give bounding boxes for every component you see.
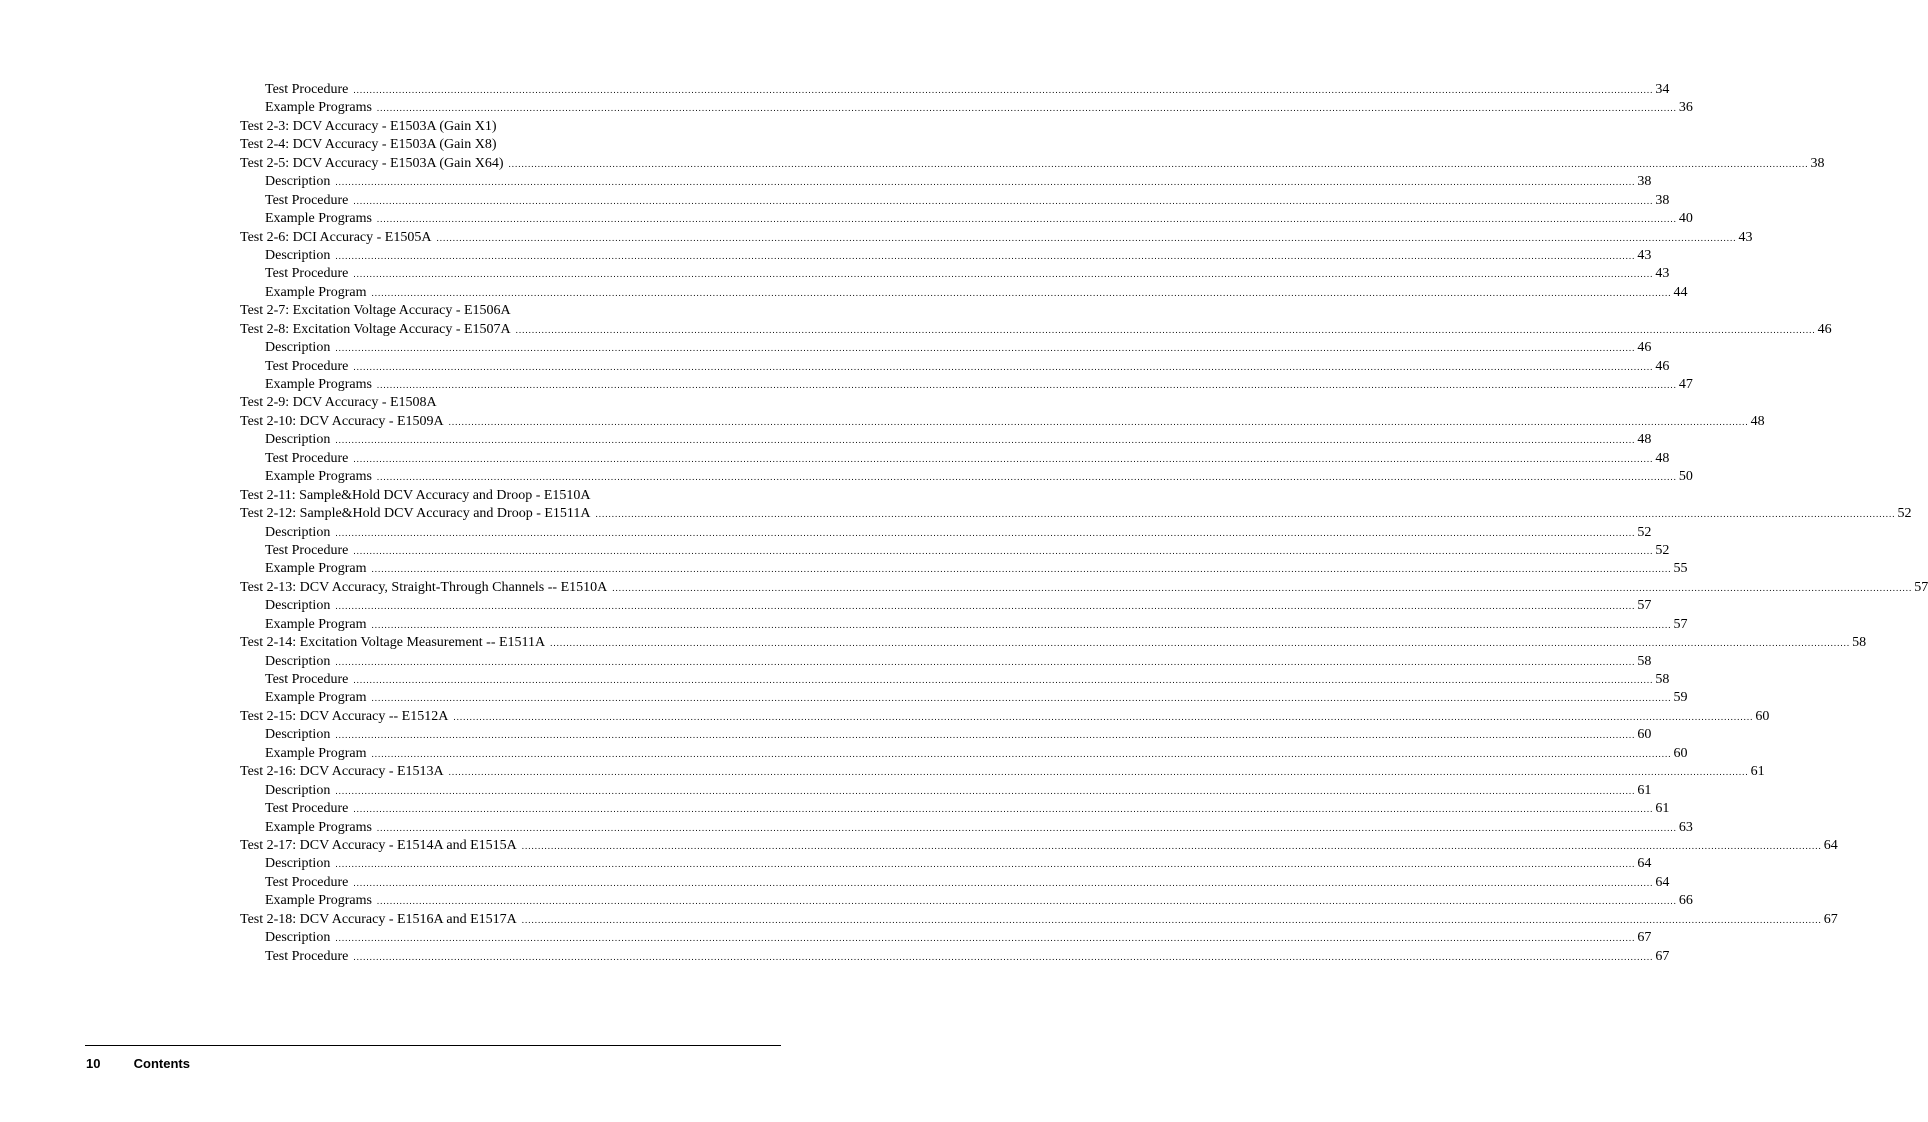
toc-entry-title: Test Procedure — [265, 948, 349, 964]
toc-entry-title: Description — [265, 856, 331, 872]
toc-dot-leader: ................................................................................................................................................................................................................................................................................................................................................................................................................ — [376, 472, 1677, 483]
table-of-contents — [240, 81, 1928, 966]
footer-section-title: Contents — [133, 1056, 190, 1071]
toc-page-number: 50 — [1678, 469, 1693, 485]
toc-entry-title: Description — [265, 340, 331, 356]
toc-page-number: 60 — [1755, 708, 1770, 724]
toc-page-number: 58 — [1655, 672, 1670, 687]
toc-entry[interactable] — [240, 708, 1770, 726]
toc-dot-leader: ................................................................................................................................................................................................................................................................................................................................................................................................................ — [371, 619, 1672, 630]
toc-dot-leader: ................................................................................................................................................................................................................................................................................................................................................................................................................ — [353, 877, 1654, 888]
toc-entry-title: Example Programs — [265, 211, 372, 227]
toc-dot-leader: ................................................................................................................................................................................................................................................................................................................................................................................................................ — [353, 361, 1654, 372]
toc-entry-title: Test 2-5: DCV Accuracy - E1503A (Gain X64) — [240, 155, 504, 171]
toc-subentry[interactable] — [240, 819, 1693, 837]
toc-page-number: 64 — [1637, 856, 1652, 872]
toc-subentry[interactable] — [240, 671, 1670, 689]
toc-entry-title: Description — [265, 174, 331, 190]
toc-subentry[interactable] — [240, 874, 1670, 892]
toc-dot-leader: ................................................................................................................................................................................................................................................................................................................................................................................................................ — [376, 896, 1677, 907]
toc-entry-title: Example Programs — [265, 469, 372, 485]
toc-entry-title: Example Programs — [265, 100, 372, 116]
toc-subentry[interactable] — [240, 339, 1652, 357]
toc-entry[interactable] — [240, 837, 1838, 855]
toc-dot-leader: ................................................................................................................................................................................................................................................................................................................................................................................................................ — [353, 269, 1654, 280]
toc-entry-title: Test 2-12: Sample&Hold DCV Accuracy and Droop - E1511A — [240, 506, 591, 522]
toc-dot-leader: ................................................................................................................................................................................................................................................................................................................................................................................................................ — [612, 582, 1913, 593]
toc-page-number: 52 — [1637, 524, 1652, 540]
toc-dot-leader: ................................................................................................................................................................................................................................................................................................................................................................................................................ — [436, 232, 1737, 243]
footer-divider — [85, 1045, 781, 1046]
toc-entry[interactable] — [240, 911, 1838, 929]
toc-page-number: 57 — [1914, 579, 1928, 595]
toc-subentry[interactable] — [240, 726, 1652, 744]
toc-dot-leader: ................................................................................................................................................................................................................................................................................................................................................................................................................ — [353, 85, 1654, 95]
toc-entry[interactable] — [240, 487, 750, 505]
toc-entry-title: Example Programs — [265, 819, 372, 835]
toc-subentry[interactable] — [240, 597, 1652, 615]
toc-entry-title: Test 2-15: DCV Accuracy -- E1512A — [240, 708, 449, 724]
toc-entry-title: Test 2-17: DCV Accuracy - E1514A and E1515A — [240, 837, 517, 853]
toc-subentry[interactable] — [240, 265, 1670, 283]
toc-dot-leader: ................................................................................................................................................................................................................................................................................................................................................................................................................ — [448, 767, 1749, 778]
toc-page-number: 63 — [1678, 819, 1693, 835]
toc-page-number: 48 — [1655, 450, 1670, 466]
toc-subentry[interactable] — [240, 653, 1652, 671]
toc-page-number: 61 — [1655, 801, 1670, 817]
toc-dot-leader: ................................................................................................................................................................................................................................................................................................................................................................................................................ — [335, 785, 1636, 796]
toc-subentry[interactable] — [240, 210, 1693, 228]
toc-entry-title: Example Program — [265, 561, 367, 577]
toc-subentry[interactable] — [240, 892, 1693, 910]
toc-entry-title: Description — [265, 247, 331, 263]
toc-entry[interactable] — [240, 505, 1912, 523]
toc-subentry[interactable] — [240, 450, 1670, 468]
toc-page-number: 52 — [1897, 506, 1912, 522]
toc-entry-title: Test 2-11: Sample&Hold DCV Accuracy and Droop - E1510A — [240, 487, 591, 503]
toc-page-number: 46 — [1817, 321, 1832, 337]
page-footer — [86, 1055, 190, 1073]
toc-subentry[interactable] — [240, 99, 1693, 117]
toc-entry-title: Test 2-18: DCV Accuracy - E1516A and E1517A — [240, 911, 517, 927]
toc-page-number: 60 — [1673, 745, 1688, 761]
toc-page-number: 48 — [1750, 413, 1765, 429]
toc-subentry[interactable] — [240, 948, 1670, 966]
toc-entry-title: Test Procedure — [265, 874, 349, 890]
toc-subentry[interactable] — [240, 689, 1688, 707]
toc-entry-title: Example Program — [265, 690, 367, 706]
toc-entry-title: Test Procedure — [265, 266, 349, 282]
toc-dot-leader: ................................................................................................................................................................................................................................................................................................................................................................................................................ — [353, 545, 1654, 556]
toc-entry-title: Description — [265, 930, 331, 946]
toc-page-number: 34 — [1655, 82, 1670, 97]
toc-page-number: 58 — [1852, 635, 1867, 651]
toc-dot-leader: ................................................................................................................................................................................................................................................................................................................................................................................................................ — [508, 158, 1809, 169]
toc-dot-leader: ................................................................................................................................................................................................................................................................................................................................................................................................................ — [353, 675, 1654, 685]
toc-entry-title: Description — [265, 432, 331, 448]
toc-entry[interactable] — [240, 302, 750, 320]
toc-entry-title: Test 2-16: DCV Accuracy - E1513A — [240, 764, 444, 780]
toc-dot-leader: ................................................................................................................................................................................................................................................................................................................................................................................................................ — [353, 195, 1654, 206]
toc-dot-leader: ................................................................................................................................................................................................................................................................................................................................................................................................................ — [335, 177, 1636, 188]
toc-subentry[interactable] — [240, 247, 1652, 265]
toc-entry-title: Example Program — [265, 616, 367, 632]
toc-entry-title: Example Program — [265, 284, 367, 300]
toc-dot-leader: ................................................................................................................................................................................................................................................................................................................................................................................................................ — [353, 804, 1654, 815]
toc-page-number: 64 — [1823, 837, 1838, 853]
toc-dot-leader: ................................................................................................................................................................................................................................................................................................................................................................................................................ — [371, 693, 1672, 704]
toc-dot-leader: ................................................................................................................................................................................................................................................................................................................................................................................................................ — [335, 730, 1636, 741]
toc-entry-title: Test 2-8: Excitation Voltage Accuracy - E1507A — [240, 321, 511, 337]
toc-page-number: 40 — [1678, 211, 1693, 227]
toc-dot-leader: ................................................................................................................................................................................................................................................................................................................................................................................................................ — [335, 250, 1636, 261]
toc-entry-title: Test 2-13: DCV Accuracy, Straight-Through Channels -- E1510A — [240, 579, 608, 595]
toc-dot-leader: ................................................................................................................................................................................................................................................................................................................................................................................................................ — [335, 601, 1636, 612]
toc-dot-leader: ................................................................................................................................................................................................................................................................................................................................................................................................................ — [335, 527, 1636, 538]
toc-entry-title: Test Procedure — [265, 542, 349, 558]
toc-subentry[interactable] — [240, 81, 1670, 99]
toc-page-number: 67 — [1655, 948, 1670, 964]
toc-page-number: 43 — [1655, 266, 1670, 282]
toc-entry-title: Test 2-3: DCV Accuracy - E1503A (Gain X1) — [240, 118, 497, 134]
toc-page-number: 57 — [1637, 598, 1652, 614]
toc-entry[interactable] — [240, 579, 1928, 597]
toc-subentry[interactable] — [240, 782, 1652, 800]
toc-entry-title: Description — [265, 782, 331, 798]
toc-subentry[interactable] — [240, 192, 1670, 210]
toc-entry-title: Example Programs — [265, 893, 372, 909]
toc-page-number: 59 — [1673, 690, 1688, 706]
toc-page-number: 52 — [1655, 542, 1670, 558]
toc-page-number: 57 — [1673, 616, 1688, 632]
toc-subentry[interactable] — [240, 560, 1688, 578]
toc-page-number: 60 — [1637, 727, 1652, 743]
toc-dot-leader: ................................................................................................................................................................................................................................................................................................................................................................................................................ — [335, 435, 1636, 446]
toc-entry-title: Description — [265, 727, 331, 743]
toc-subentry[interactable] — [240, 745, 1688, 763]
toc-dot-leader: ................................................................................................................................................................................................................................................................................................................................................................................................................ — [521, 914, 1822, 925]
toc-dot-leader: ................................................................................................................................................................................................................................................................................................................................................................................................................ — [371, 748, 1672, 759]
toc-dot-leader: ................................................................................................................................................................................................................................................................................................................................................................................................................ — [371, 564, 1672, 575]
toc-dot-leader: ................................................................................................................................................................................................................................................................................................................................................................................................................ — [376, 822, 1677, 833]
toc-dot-leader: ................................................................................................................................................................................................................................................................................................................................................................................................................ — [515, 324, 1816, 335]
toc-page-number: 43 — [1738, 229, 1753, 245]
toc-entry-title: Test 2-9: DCV Accuracy - E1508A — [240, 395, 437, 411]
toc-page-number: 44 — [1673, 284, 1688, 300]
toc-dot-leader: ................................................................................................................................................................................................................................................................................................................................................................................................................ — [595, 509, 1896, 520]
toc-page-number: 47 — [1678, 377, 1693, 392]
toc-dot-leader: ................................................................................................................................................................................................................................................................................................................................................................................................................ — [371, 287, 1672, 298]
toc-page-number: 43 — [1637, 247, 1652, 263]
toc-page-number: 36 — [1678, 100, 1693, 116]
toc-entry-title: Example Program — [265, 745, 367, 761]
toc-entry-title: Example Programs — [265, 377, 372, 392]
toc-entry-title: Test 2-4: DCV Accuracy - E1503A (Gain X8) — [240, 137, 497, 153]
toc-dot-leader: ................................................................................................................................................................................................................................................................................................................................................................................................................ — [376, 103, 1677, 114]
toc-entry-title: Description — [265, 524, 331, 540]
toc-entry[interactable] — [240, 763, 1765, 781]
toc-entry-title: Test 2-7: Excitation Voltage Accuracy - E1506A — [240, 303, 511, 319]
toc-page-number: 38 — [1810, 155, 1825, 171]
toc-subentry[interactable] — [240, 358, 1670, 376]
toc-dot-leader: ................................................................................................................................................................................................................................................................................................................................................................................................................ — [353, 951, 1654, 962]
toc-dot-leader: ................................................................................................................................................................................................................................................................................................................................................................................................................ — [353, 453, 1654, 464]
toc-entry-title: Test Procedure — [265, 358, 349, 374]
toc-page-number: 67 — [1637, 930, 1652, 946]
toc-entry[interactable] — [240, 155, 1825, 173]
toc-subentry[interactable] — [240, 929, 1652, 947]
toc-page-number: 38 — [1637, 174, 1652, 190]
toc-dot-leader: ................................................................................................................................................................................................................................................................................................................................................................................................................ — [335, 933, 1636, 944]
toc-entry-title: Test 2-14: Excitation Voltage Measurement -- E1511A — [240, 635, 546, 651]
toc-entry-title: Test Procedure — [265, 450, 349, 466]
toc-page-number: 58 — [1637, 653, 1652, 669]
toc-subentry[interactable] — [240, 616, 1688, 634]
toc-page-number: 67 — [1823, 911, 1838, 927]
toc-entry[interactable] — [240, 118, 750, 136]
toc-dot-leader: ................................................................................................................................................................................................................................................................................................................................................................................................................ — [335, 656, 1636, 667]
toc-page-number: 64 — [1655, 874, 1670, 890]
toc-dot-leader: ................................................................................................................................................................................................................................................................................................................................................................................................................ — [376, 380, 1677, 390]
toc-entry-title: Test Procedure — [265, 192, 349, 208]
toc-subentry[interactable] — [240, 173, 1652, 191]
footer-page-number: 10 — [86, 1056, 101, 1071]
toc-entry[interactable] — [240, 634, 1867, 652]
toc-subentry[interactable] — [240, 542, 1670, 560]
toc-dot-leader: ................................................................................................................................................................................................................................................................................................................................................................................................................ — [448, 416, 1749, 427]
toc-subentry[interactable] — [240, 431, 1652, 449]
toc-subentry[interactable] — [240, 524, 1652, 542]
toc-entry-title: Test Procedure — [265, 82, 349, 97]
toc-page-number: 61 — [1637, 782, 1652, 798]
toc-entry-title: Description — [265, 598, 331, 614]
toc-dot-leader: ................................................................................................................................................................................................................................................................................................................................................................................................................ — [335, 859, 1636, 870]
toc-subentry[interactable] — [240, 855, 1652, 873]
toc-dot-leader: ................................................................................................................................................................................................................................................................................................................................................................................................................ — [550, 638, 1851, 649]
toc-subentry[interactable] — [240, 800, 1670, 818]
toc-entry[interactable] — [240, 413, 1765, 431]
toc-subentry[interactable] — [240, 376, 1693, 394]
toc-entry-title: Test Procedure — [265, 801, 349, 817]
toc-subentry[interactable] — [240, 284, 1688, 302]
toc-dot-leader: ................................................................................................................................................................................................................................................................................................................................................................................................................ — [453, 711, 1754, 722]
toc-entry[interactable] — [240, 394, 750, 412]
toc-entry-title: Test Procedure — [265, 672, 349, 687]
toc-entry-title: Description — [265, 653, 331, 669]
toc-entry[interactable] — [240, 136, 750, 154]
toc-dot-leader: ................................................................................................................................................................................................................................................................................................................................................................................................................ — [376, 214, 1677, 225]
toc-page-number: 38 — [1655, 192, 1670, 208]
toc-entry[interactable] — [240, 321, 1832, 339]
toc-page-number: 55 — [1673, 561, 1688, 577]
toc-subentry[interactable] — [240, 468, 1693, 486]
toc-dot-leader: ................................................................................................................................................................................................................................................................................................................................................................................................................ — [521, 840, 1822, 851]
toc-page-number: 48 — [1637, 432, 1652, 448]
toc-page-number: 46 — [1637, 340, 1652, 356]
toc-page-number: 66 — [1678, 893, 1693, 909]
toc-entry-title: Test 2-10: DCV Accuracy - E1509A — [240, 413, 444, 429]
toc-entry-title: Test 2-6: DCI Accuracy - E1505A — [240, 229, 432, 245]
toc-dot-leader: ................................................................................................................................................................................................................................................................................................................................................................................................................ — [335, 343, 1636, 354]
toc-entry[interactable] — [240, 229, 1753, 247]
toc-page-number: 61 — [1750, 764, 1765, 780]
toc-page-number: 46 — [1655, 358, 1670, 374]
